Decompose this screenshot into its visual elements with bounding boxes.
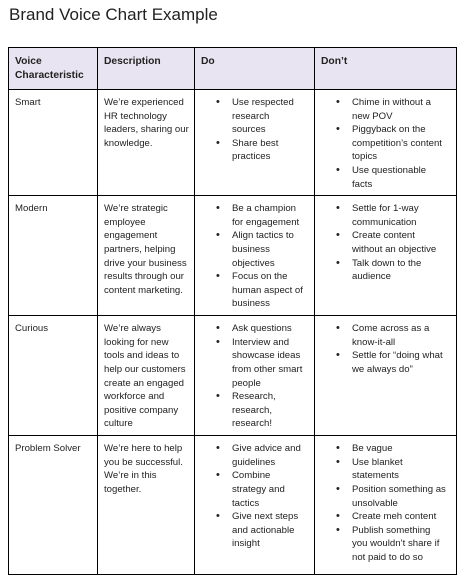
header-do: Do: [195, 48, 315, 90]
list-item: • Give next steps and actionable insight: [201, 510, 309, 551]
list-item: • Use respected research sources: [201, 96, 309, 137]
list-item: • Create content without an objective: [321, 229, 451, 256]
cell-dont: [315, 436, 457, 575]
do-list: [201, 322, 309, 431]
header-voice-characteristic: Voice Characteristic: [9, 48, 98, 90]
list-item: • Give advice and guidelines: [201, 442, 309, 469]
cell-do: [195, 90, 315, 196]
cell-characteristic: Smart: [9, 90, 98, 196]
dont-list: [321, 442, 451, 564]
cell-description: We’re strategic employee engagement partners, helping drive your business results through our content marketing.: [98, 196, 195, 316]
cell-description: We’re experienced HR technology leaders, sharing our knowledge.: [98, 90, 195, 196]
do-list: [201, 442, 309, 551]
list-item: • Combine strategy and tactics: [201, 469, 309, 510]
list-item: • Create meh content: [321, 510, 451, 524]
do-list: [201, 96, 309, 164]
header-description: Description: [98, 48, 195, 90]
brand-voice-table: [8, 47, 457, 575]
cell-dont: [315, 196, 457, 316]
cell-description: We’re here to help you be successful. We’re in this together.: [98, 436, 195, 575]
cell-do: [195, 436, 315, 575]
table-row: [9, 436, 457, 575]
list-item: • Be a champion for engagement: [201, 202, 309, 229]
cell-dont: [315, 90, 457, 196]
do-list: [201, 202, 309, 311]
cell-do: [195, 316, 315, 436]
list-item: • Settle for “doing what we always do”: [321, 349, 451, 376]
list-item: • Talk down to the audience: [321, 257, 451, 284]
list-item: • Ask questions: [201, 322, 309, 336]
list-item: • Publish something you wouldn’t share if not paid to do so: [321, 524, 451, 565]
cell-dont: [315, 316, 457, 436]
list-item: • Piggyback on the competition’s content topics: [321, 123, 451, 164]
header-dont: Don’t: [315, 48, 457, 90]
table-header-row: [9, 48, 457, 90]
dont-list: [321, 96, 451, 191]
list-item: • Share best practices: [201, 137, 309, 164]
list-item: • Interview and showcase ideas from other smart people: [201, 336, 309, 390]
list-item: • Align tactics to business objectives: [201, 229, 309, 270]
page-title: Brand Voice Chart Example: [9, 5, 218, 24]
list-item: • Settle for 1-way communication: [321, 202, 451, 229]
table-row: [9, 316, 457, 436]
list-item: • Use blanket statements: [321, 456, 451, 483]
list-item: • Chime in without a new POV: [321, 96, 451, 123]
list-item: • Position something as unsolvable: [321, 483, 451, 510]
dont-list: [321, 202, 451, 284]
cell-characteristic: Problem Solver: [9, 436, 98, 575]
cell-characteristic: Curious: [9, 316, 98, 436]
list-item: • Be vague: [321, 442, 451, 456]
table-row: [9, 196, 457, 316]
cell-characteristic: Modern: [9, 196, 98, 316]
list-item: • Research, research, research!: [201, 390, 309, 431]
dont-list: [321, 322, 451, 376]
cell-do: [195, 196, 315, 316]
list-item: • Focus on the human aspect of business: [201, 270, 309, 311]
list-item: • Come across as a know-it-all: [321, 322, 451, 349]
list-item: • Use questionable facts: [321, 164, 451, 191]
cell-description: We’re always looking for new tools and ideas to help our customers create an engaged workforce and positive company culture: [98, 316, 195, 436]
table-row: [9, 90, 457, 196]
